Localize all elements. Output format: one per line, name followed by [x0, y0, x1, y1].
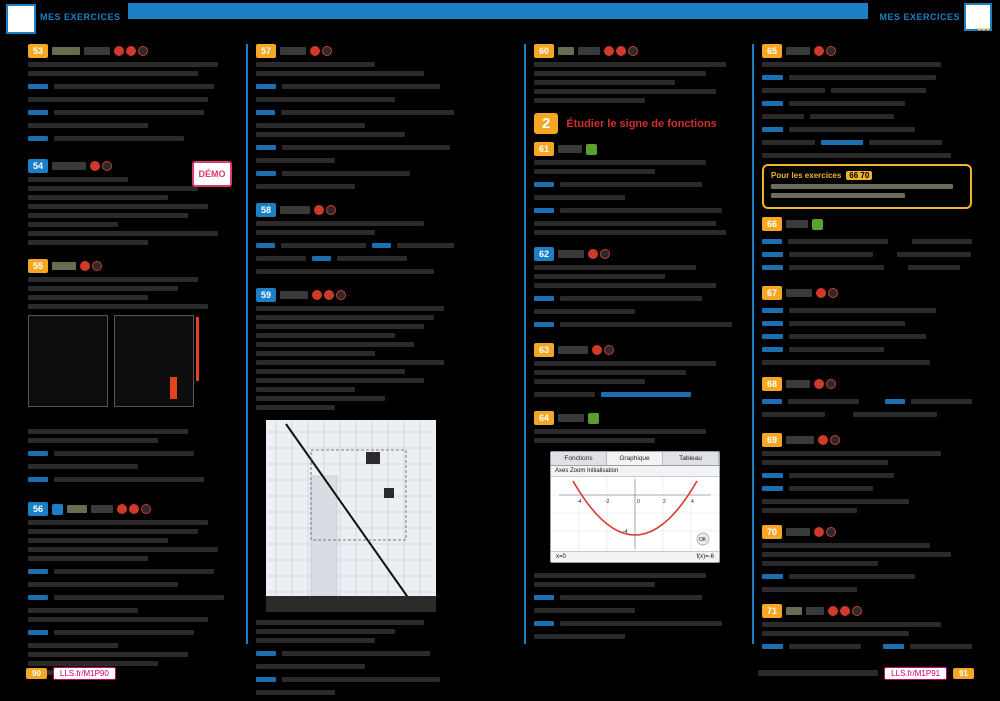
calculator-icon — [812, 219, 823, 230]
callout-label: Pour les exercices — [771, 171, 842, 180]
exercise-number: 64 — [534, 411, 554, 425]
exercise-65 — [762, 44, 972, 158]
exercise-tag — [786, 289, 812, 297]
exercise-55 — [28, 259, 228, 486]
difficulty-dots — [117, 504, 151, 514]
difficulty-dots — [814, 46, 836, 56]
exercise-header — [534, 142, 736, 156]
exercise-63 — [534, 343, 736, 401]
svg-text:-4: -4 — [623, 529, 628, 535]
exercise-tag — [84, 47, 110, 55]
exercise-number: 55 — [28, 259, 48, 273]
exercise-56 — [28, 502, 228, 675]
exercise-number: 54 — [28, 159, 48, 173]
callout-header — [771, 171, 963, 180]
footer-url-right[interactable]: LLS.fr/M1P91 — [884, 667, 947, 680]
difficulty-dots — [114, 46, 148, 56]
calculator-menu[interactable]: Axes Zoom Initialisation — [551, 466, 719, 477]
calculator-chart — [551, 477, 719, 551]
exercise-header — [762, 604, 972, 618]
exercise-number: 62 — [534, 247, 554, 261]
svg-text:0: 0 — [637, 499, 640, 505]
tab-tableau[interactable]: Tableau — [663, 452, 719, 465]
exercise-tag — [558, 346, 588, 354]
svg-text:2: 2 — [663, 499, 666, 505]
exercise-number: 58 — [256, 203, 276, 217]
exercise-tag — [578, 47, 600, 55]
exercise-67 — [762, 286, 972, 365]
graph-svg — [266, 420, 436, 612]
exercise-tag — [806, 607, 824, 615]
difficulty-dots — [816, 288, 838, 298]
demo-badge: DÉMO — [192, 161, 232, 187]
exercise-header — [256, 44, 454, 58]
exercise-number: 56 — [28, 502, 48, 516]
exercise-62 — [534, 247, 736, 331]
exercise-number: 69 — [762, 433, 782, 447]
exercise-tag — [280, 47, 306, 55]
graph-figure — [266, 420, 436, 612]
exercise-header — [534, 411, 736, 425]
difficulty-dots — [814, 527, 836, 537]
exercise-number: 68 — [762, 377, 782, 391]
difficulty-dots — [80, 261, 102, 271]
exercise-number: 57 — [256, 44, 276, 58]
exercise-header — [762, 377, 972, 391]
exercise-tag — [91, 505, 113, 513]
column-divider-2 — [524, 44, 526, 644]
exercise-tag — [786, 47, 810, 55]
exercise-tag — [786, 220, 808, 228]
exercise-number: 65 — [762, 44, 782, 58]
exercise-header — [534, 343, 736, 357]
callout-refs: 66 70 — [846, 171, 872, 180]
header-title-right: MES EXERCICES — [879, 12, 960, 22]
exercise-tag — [280, 206, 310, 214]
exercise-header — [256, 288, 454, 302]
difficulty-dots — [312, 290, 346, 300]
exercise-tag — [558, 250, 584, 258]
status-x: x=0 — [556, 554, 566, 560]
chapter-number: 2 — [534, 113, 558, 134]
page-number-left: 90 — [26, 668, 47, 679]
exercise-tag — [786, 607, 802, 615]
exercise-tag — [52, 162, 86, 170]
exercise-header — [762, 286, 972, 300]
calculator-tabs[interactable] — [551, 452, 719, 466]
exercise-number: 53 — [28, 44, 48, 58]
exercise-60 — [534, 44, 736, 103]
tab-fonctions[interactable]: Fonctions — [551, 452, 607, 465]
column-1 — [28, 44, 228, 681]
calculator-icon — [586, 144, 597, 155]
exercise-tag — [52, 47, 80, 55]
exercise-number: 60 — [534, 44, 554, 58]
exercise-54 — [28, 159, 228, 245]
column-divider-3 — [752, 44, 754, 644]
calculator-status — [551, 551, 719, 562]
book-logo-icon — [6, 4, 36, 34]
svg-text:4: 4 — [691, 499, 694, 505]
exercise-61 — [534, 142, 736, 235]
difficulty-dots — [310, 46, 332, 56]
exercise-57 — [256, 44, 454, 189]
svg-text:OK: OK — [699, 537, 707, 543]
exercise-header — [28, 44, 228, 58]
chapter-banner — [534, 113, 736, 134]
figure-55 — [28, 315, 228, 425]
exercise-header — [256, 203, 454, 217]
exercise-header — [762, 217, 972, 231]
exercise-number: 59 — [256, 288, 276, 302]
exercise-64 — [534, 411, 736, 639]
exercise-number: 63 — [534, 343, 554, 357]
header-band — [128, 3, 868, 19]
page-header — [0, 0, 1000, 36]
difficulty-dots — [818, 435, 840, 445]
exercise-tag — [786, 380, 810, 388]
exercise-59 — [256, 288, 454, 695]
exercise-number: 67 — [762, 286, 782, 300]
exercise-number: 66 — [762, 217, 782, 231]
chapter-title: Étudier le signe de fonctions — [566, 117, 717, 130]
difficulty-dots — [814, 379, 836, 389]
difficulty-dots — [314, 205, 336, 215]
calculator-widget[interactable] — [550, 451, 720, 563]
exercise-58 — [256, 203, 454, 274]
exercise-tag — [280, 291, 308, 299]
difficulty-dots — [588, 249, 610, 259]
exercise-tag — [558, 145, 582, 153]
column-2 — [256, 44, 454, 701]
tab-graphique[interactable]: Graphique — [607, 452, 663, 465]
exercise-tag — [558, 414, 584, 422]
footer-left — [26, 665, 116, 681]
footer-text-line — [758, 670, 878, 676]
column-divider-1 — [246, 44, 248, 644]
spreadsheet-icon — [52, 504, 63, 515]
exercise-number: 70 — [762, 525, 782, 539]
exercise-tag — [786, 436, 814, 444]
exercise-71 — [762, 604, 972, 653]
exercise-header — [28, 502, 228, 516]
exercise-number: 61 — [534, 142, 554, 156]
exercise-tag — [558, 47, 574, 55]
exercise-tag — [786, 528, 810, 536]
exercise-header — [28, 259, 228, 273]
footer-right — [758, 665, 974, 681]
header-dots-icon: ●●● — [977, 26, 990, 33]
calculator-plot — [551, 477, 719, 551]
exercise-header — [762, 525, 972, 539]
page-number-right: 91 — [953, 668, 974, 679]
difficulty-dots — [90, 161, 112, 171]
callout-box — [762, 164, 972, 209]
exercise-68 — [762, 377, 972, 421]
svg-text:-4: -4 — [577, 499, 582, 505]
svg-text:-2: -2 — [605, 499, 610, 505]
column-4 — [762, 44, 972, 659]
difficulty-dots — [592, 345, 614, 355]
status-fx: f(x)=-6 — [696, 554, 714, 560]
exercise-69 — [762, 433, 972, 513]
header-title-left: MES EXERCICES — [40, 12, 121, 22]
difficulty-dots — [828, 606, 862, 616]
exercise-number: 71 — [762, 604, 782, 618]
exercise-53 — [28, 44, 228, 145]
exercise-tag — [52, 262, 76, 270]
calculator-icon — [588, 413, 599, 424]
exercise-66 — [762, 217, 972, 274]
exercise-header — [762, 433, 972, 447]
column-3 — [534, 44, 736, 645]
difficulty-dots — [604, 46, 638, 56]
exercise-header — [534, 44, 736, 58]
exercise-tag — [67, 505, 87, 513]
exercise-header — [534, 247, 736, 261]
footer-url-left[interactable]: LLS.fr/M1P90 — [53, 667, 116, 680]
exercise-70 — [762, 525, 972, 592]
exercise-header — [762, 44, 972, 58]
